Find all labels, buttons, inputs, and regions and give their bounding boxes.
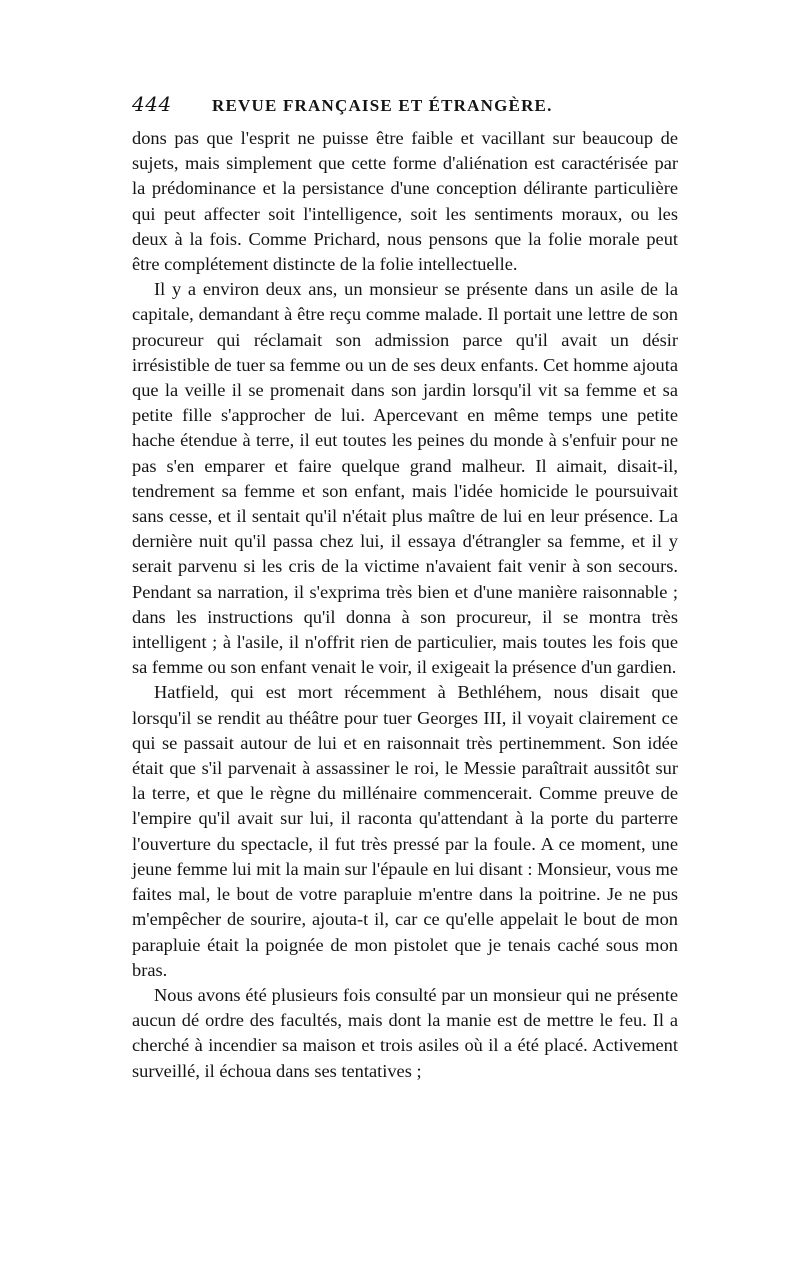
book-page bbox=[132, 92, 678, 1084]
running-title: REVUE FRANÇAISE ET ÉTRANGÈRE. bbox=[212, 96, 553, 115]
body-text bbox=[132, 126, 678, 1084]
page-number: 444 bbox=[132, 92, 172, 116]
paragraph-hatfield: Hatfield, qui est mort récemment à Bethléhem, nous disait que lorsqu'il se rendit au théâtre pour tuer Georges III, il voyait clairement ce qui se passait autour de lui et en raisonnait très pertinemment. Son idée était que s'il parvenait à assassiner le roi, le Messie paraîtrait aussitôt sur la terre, et que le règne du millénaire commencerait. Comme preuve de l'empire qu'il avait sur lui, il raconta qu'attendant à la porte du parterre l'ouverture du spectacle, il fut très pressé par la foule. A ce moment, une jeune femme lui mit la main sur l'épaule en lui disant : Monsieur, vous me faites mal, le bout de votre parapluie m'entre dans la poitrine. Je ne pus m'empêcher de sourire, ajouta-t il, car ce qu'elle appelait le bout de mon parapluie était la poignée de mon pistolet que je tenais caché sous mon bras. bbox=[132, 682, 678, 980]
running-head bbox=[132, 92, 678, 122]
paragraph-continuation: dons pas que l'esprit ne puisse être faible et vacillant sur beaucoup de sujets, mais simplement que cette forme d'aliénation est caractérisée par la prédominance et la persistance d'une conception délirante particulière qui peut affecter soit l'intelligence, soit les sentiments moraux, ou les deux à la fois. Comme Prichard, nous pensons que la folie morale peut être complétement distincte de la folie intellectuelle. bbox=[132, 128, 678, 275]
paragraph-fire-mania: Nous avons été plusieurs fois consulté par un monsieur qui ne présente aucun dé ordre des facultés, mais dont la manie est de mettre le feu. Il a cherché à incendier sa maison et trois asiles où il a été placé. Activement surveillé, il échoua dans ses tentatives ; bbox=[132, 984, 678, 1081]
paragraph-asylum-case: Il y a environ deux ans, un monsieur se présente dans un asile de la capitale, demandant à être reçu comme malade. Il portait une lettre de son procureur qui réclamait son admission parce qu'il avait un désir irrésistible de tuer sa femme ou un de ses deux enfants. Cet homme ajouta que la veille il se promenait dans son jardin lorsqu'il vit sa femme et sa petite fille s'approcher de lui. Apercevant en même temps une petite hache étendue à terre, il eut toutes les peines du monde à s'enfuir pour ne pas s'en emparer et faire quelque grand malheur. Il aimait, disait-il, tendrement sa femme et son enfant, mais l'idée homicide le poursuivait sans cesse, et il sentait qu'il n'était plus maître de lui en leur présence. La dernière nuit qu'il passa chez lui, il essaya d'étrangler sa femme, et il y serait parvenu si les cris de la victime n'avaient fait venir à son secours. Pendant sa narration, il s'exprima très bien et d'une manière raisonnable ; dans les instructions qu'il donna à son procureur, il se montra très intelligent ; à l'asile, il n'offrit rien de particulier, mais toutes les fois que sa femme ou son enfant venait le voir, il exigeait la présence d'un gardien. bbox=[132, 279, 678, 678]
